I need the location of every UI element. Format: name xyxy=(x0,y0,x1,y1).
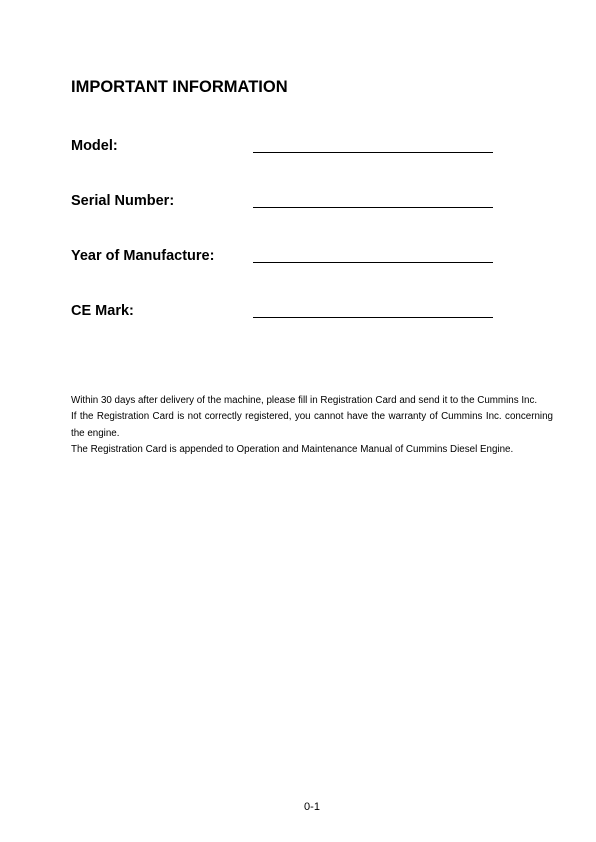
page-title: IMPORTANT INFORMATION xyxy=(71,78,288,96)
page-number: 0-1 xyxy=(304,801,320,813)
serial-number-fill-line xyxy=(253,207,493,208)
model-fill-line xyxy=(253,152,493,153)
serial-number-field xyxy=(71,191,501,211)
model-field xyxy=(71,136,501,156)
notice-paragraph: The Registration Card is appended to Operation and Maintenance Manual of Cummins Diesel Engine. xyxy=(71,443,514,455)
registration-notice xyxy=(71,393,553,458)
ce-mark-field xyxy=(71,301,501,321)
ce-mark-label: CE Mark: xyxy=(71,303,134,319)
ce-mark-fill-line xyxy=(253,317,493,318)
year-of-manufacture-fill-line xyxy=(253,262,493,263)
serial-number-label: Serial Number: xyxy=(71,193,175,209)
notice-paragraph: If the Registration Card is not correctly registered, you cannot have the warranty of Cummins Inc. concerning the engine. xyxy=(71,411,553,439)
year-of-manufacture-label: Year of Manufacture: xyxy=(71,248,215,264)
model-label: Model: xyxy=(71,138,118,154)
notice-paragraph: Within 30 days after delivery of the machine, please fill in Registration Card and send it to the Cummins Inc. xyxy=(71,395,538,406)
year-of-manufacture-field xyxy=(71,246,501,266)
